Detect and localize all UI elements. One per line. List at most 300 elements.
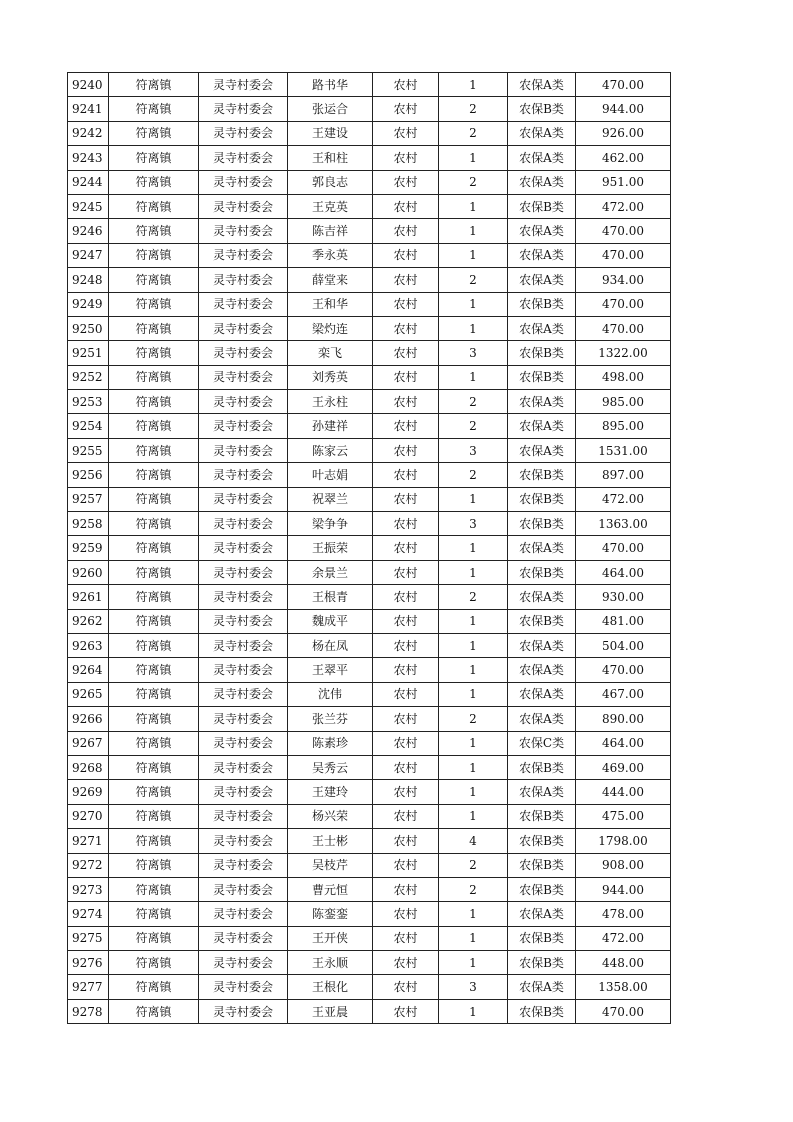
amount-cell: 944.00 <box>576 97 671 121</box>
amount-cell: 504.00 <box>576 633 671 657</box>
table-row <box>68 585 671 609</box>
row-id-cell: 9244 <box>68 170 109 194</box>
person-name-cell: 张兰芬 <box>288 707 373 731</box>
town-cell: 符离镇 <box>109 512 199 536</box>
amount-cell: 1363.00 <box>576 512 671 536</box>
village-cell: 灵寺村委会 <box>199 414 288 438</box>
amount-cell: 951.00 <box>576 170 671 194</box>
town-cell: 符离镇 <box>109 390 199 414</box>
amount-cell: 444.00 <box>576 780 671 804</box>
table-row <box>68 780 671 804</box>
person-name-cell: 陈吉祥 <box>288 219 373 243</box>
member-count-cell: 1 <box>439 951 508 975</box>
insurance-category-cell: 农保B类 <box>508 194 576 218</box>
amount-cell: 944.00 <box>576 877 671 901</box>
member-count-cell: 2 <box>439 390 508 414</box>
row-id-cell: 9275 <box>68 926 109 950</box>
amount-cell: 890.00 <box>576 707 671 731</box>
table-row <box>68 268 671 292</box>
town-cell: 符离镇 <box>109 243 199 267</box>
village-cell: 灵寺村委会 <box>199 390 288 414</box>
table-row <box>68 414 671 438</box>
village-cell: 灵寺村委会 <box>199 755 288 779</box>
table-row <box>68 731 671 755</box>
insurance-category-cell: 农保B类 <box>508 341 576 365</box>
table-row <box>68 365 671 389</box>
town-cell: 符离镇 <box>109 804 199 828</box>
row-id-cell: 9250 <box>68 316 109 340</box>
household-type-cell: 农村 <box>373 877 439 901</box>
row-id-cell: 9267 <box>68 731 109 755</box>
insurance-category-cell: 农保A类 <box>508 902 576 926</box>
household-type-cell: 农村 <box>373 975 439 999</box>
village-cell: 灵寺村委会 <box>199 365 288 389</box>
town-cell: 符离镇 <box>109 658 199 682</box>
town-cell: 符离镇 <box>109 975 199 999</box>
insurance-category-cell: 农保B类 <box>508 560 576 584</box>
village-cell: 灵寺村委会 <box>199 73 288 97</box>
row-id-cell: 9246 <box>68 219 109 243</box>
insurance-category-cell: 农保A类 <box>508 438 576 462</box>
insurance-category-cell: 农保B类 <box>508 804 576 828</box>
village-cell: 灵寺村委会 <box>199 902 288 926</box>
insurance-category-cell: 农保A类 <box>508 219 576 243</box>
amount-cell: 462.00 <box>576 146 671 170</box>
household-type-cell: 农村 <box>373 268 439 292</box>
table-row <box>68 633 671 657</box>
amount-cell: 985.00 <box>576 390 671 414</box>
town-cell: 符离镇 <box>109 316 199 340</box>
amount-cell: 470.00 <box>576 219 671 243</box>
village-cell: 灵寺村委会 <box>199 146 288 170</box>
amount-cell: 448.00 <box>576 951 671 975</box>
household-type-cell: 农村 <box>373 804 439 828</box>
insurance-category-cell: 农保A类 <box>508 780 576 804</box>
row-id-cell: 9251 <box>68 341 109 365</box>
insurance-category-cell: 农保A类 <box>508 585 576 609</box>
row-id-cell: 9265 <box>68 682 109 706</box>
town-cell: 符离镇 <box>109 707 199 731</box>
row-id-cell: 9277 <box>68 975 109 999</box>
household-type-cell: 农村 <box>373 951 439 975</box>
amount-cell: 464.00 <box>576 560 671 584</box>
member-count-cell: 1 <box>439 243 508 267</box>
table-row <box>68 97 671 121</box>
person-name-cell: 曹元恒 <box>288 877 373 901</box>
amount-cell: 934.00 <box>576 268 671 292</box>
village-cell: 灵寺村委会 <box>199 194 288 218</box>
row-id-cell: 9243 <box>68 146 109 170</box>
person-name-cell: 杨在凤 <box>288 633 373 657</box>
table-row <box>68 194 671 218</box>
person-name-cell: 孙建祥 <box>288 414 373 438</box>
household-type-cell: 农村 <box>373 585 439 609</box>
table-row <box>68 463 671 487</box>
table-row <box>68 926 671 950</box>
town-cell: 符离镇 <box>109 609 199 633</box>
village-cell: 灵寺村委会 <box>199 829 288 853</box>
insurance-category-cell: 农保A类 <box>508 536 576 560</box>
member-count-cell: 1 <box>439 73 508 97</box>
insurance-category-cell: 农保B类 <box>508 829 576 853</box>
village-cell: 灵寺村委会 <box>199 804 288 828</box>
row-id-cell: 9252 <box>68 365 109 389</box>
town-cell: 符离镇 <box>109 829 199 853</box>
table-row <box>68 512 671 536</box>
amount-cell: 472.00 <box>576 487 671 511</box>
row-id-cell: 9247 <box>68 243 109 267</box>
table-row <box>68 536 671 560</box>
amount-cell: 498.00 <box>576 365 671 389</box>
person-name-cell: 梁灼连 <box>288 316 373 340</box>
amount-cell: 472.00 <box>576 926 671 950</box>
household-type-cell: 农村 <box>373 609 439 633</box>
person-name-cell: 陈銮銮 <box>288 902 373 926</box>
member-count-cell: 3 <box>439 975 508 999</box>
household-type-cell: 农村 <box>373 926 439 950</box>
insurance-category-cell: 农保B类 <box>508 877 576 901</box>
row-id-cell: 9278 <box>68 999 109 1023</box>
row-id-cell: 9259 <box>68 536 109 560</box>
person-name-cell: 路书华 <box>288 73 373 97</box>
household-type-cell: 农村 <box>373 219 439 243</box>
person-name-cell: 薛堂来 <box>288 268 373 292</box>
amount-cell: 472.00 <box>576 194 671 218</box>
table-row <box>68 804 671 828</box>
insurance-category-cell: 农保C类 <box>508 731 576 755</box>
person-name-cell: 杨兴荣 <box>288 804 373 828</box>
town-cell: 符离镇 <box>109 487 199 511</box>
row-id-cell: 9264 <box>68 658 109 682</box>
row-id-cell: 9256 <box>68 463 109 487</box>
village-cell: 灵寺村委会 <box>199 609 288 633</box>
table-row <box>68 390 671 414</box>
member-count-cell: 1 <box>439 487 508 511</box>
insurance-category-cell: 农保B类 <box>508 926 576 950</box>
household-type-cell: 农村 <box>373 146 439 170</box>
person-name-cell: 吴秀云 <box>288 755 373 779</box>
member-count-cell: 2 <box>439 414 508 438</box>
insurance-category-cell: 农保A类 <box>508 316 576 340</box>
insurance-category-cell: 农保A类 <box>508 146 576 170</box>
village-cell: 灵寺村委会 <box>199 780 288 804</box>
person-name-cell: 张运合 <box>288 97 373 121</box>
member-count-cell: 1 <box>439 146 508 170</box>
amount-cell: 897.00 <box>576 463 671 487</box>
town-cell: 符离镇 <box>109 292 199 316</box>
member-count-cell: 1 <box>439 999 508 1023</box>
amount-cell: 475.00 <box>576 804 671 828</box>
household-type-cell: 农村 <box>373 463 439 487</box>
village-cell: 灵寺村委会 <box>199 999 288 1023</box>
row-id-cell: 9255 <box>68 438 109 462</box>
town-cell: 符离镇 <box>109 902 199 926</box>
table-row <box>68 121 671 145</box>
member-count-cell: 1 <box>439 804 508 828</box>
insurance-category-cell: 农保A类 <box>508 121 576 145</box>
household-type-cell: 农村 <box>373 170 439 194</box>
person-name-cell: 祝翠兰 <box>288 487 373 511</box>
member-count-cell: 1 <box>439 316 508 340</box>
village-cell: 灵寺村委会 <box>199 97 288 121</box>
village-cell: 灵寺村委会 <box>199 951 288 975</box>
member-count-cell: 1 <box>439 609 508 633</box>
member-count-cell: 2 <box>439 121 508 145</box>
row-id-cell: 9245 <box>68 194 109 218</box>
person-name-cell: 王亚晨 <box>288 999 373 1023</box>
insurance-category-cell: 农保B类 <box>508 97 576 121</box>
town-cell: 符离镇 <box>109 536 199 560</box>
household-type-cell: 农村 <box>373 682 439 706</box>
row-id-cell: 9248 <box>68 268 109 292</box>
village-cell: 灵寺村委会 <box>199 877 288 901</box>
member-count-cell: 1 <box>439 219 508 243</box>
table-row <box>68 682 671 706</box>
household-type-cell: 农村 <box>373 341 439 365</box>
table-row <box>68 243 671 267</box>
insurance-category-cell: 农保B类 <box>508 463 576 487</box>
amount-cell: 481.00 <box>576 609 671 633</box>
amount-cell: 470.00 <box>576 73 671 97</box>
person-name-cell: 叶志娟 <box>288 463 373 487</box>
table-row <box>68 316 671 340</box>
member-count-cell: 2 <box>439 97 508 121</box>
village-cell: 灵寺村委会 <box>199 463 288 487</box>
village-cell: 灵寺村委会 <box>199 682 288 706</box>
member-count-cell: 1 <box>439 902 508 926</box>
person-name-cell: 王士彬 <box>288 829 373 853</box>
amount-cell: 470.00 <box>576 316 671 340</box>
household-type-cell: 农村 <box>373 365 439 389</box>
insurance-category-cell: 农保B类 <box>508 292 576 316</box>
member-count-cell: 2 <box>439 170 508 194</box>
amount-cell: 470.00 <box>576 658 671 682</box>
household-type-cell: 农村 <box>373 853 439 877</box>
table-body <box>68 73 671 1024</box>
amount-cell: 478.00 <box>576 902 671 926</box>
person-name-cell: 王振荣 <box>288 536 373 560</box>
table-row <box>68 829 671 853</box>
member-count-cell: 3 <box>439 512 508 536</box>
village-cell: 灵寺村委会 <box>199 170 288 194</box>
household-type-cell: 农村 <box>373 316 439 340</box>
amount-cell: 469.00 <box>576 755 671 779</box>
town-cell: 符离镇 <box>109 219 199 243</box>
household-type-cell: 农村 <box>373 512 439 536</box>
amount-cell: 464.00 <box>576 731 671 755</box>
member-count-cell: 3 <box>439 438 508 462</box>
village-cell: 灵寺村委会 <box>199 292 288 316</box>
household-type-cell: 农村 <box>373 999 439 1023</box>
table-row <box>68 219 671 243</box>
town-cell: 符离镇 <box>109 585 199 609</box>
row-id-cell: 9253 <box>68 390 109 414</box>
row-id-cell: 9274 <box>68 902 109 926</box>
town-cell: 符离镇 <box>109 414 199 438</box>
town-cell: 符离镇 <box>109 560 199 584</box>
town-cell: 符离镇 <box>109 951 199 975</box>
table-row <box>68 902 671 926</box>
insurance-category-cell: 农保B类 <box>508 999 576 1023</box>
row-id-cell: 9261 <box>68 585 109 609</box>
table-row <box>68 999 671 1023</box>
row-id-cell: 9269 <box>68 780 109 804</box>
town-cell: 符离镇 <box>109 633 199 657</box>
town-cell: 符离镇 <box>109 463 199 487</box>
table-row <box>68 975 671 999</box>
table-row <box>68 658 671 682</box>
village-cell: 灵寺村委会 <box>199 560 288 584</box>
amount-cell: 470.00 <box>576 292 671 316</box>
amount-cell: 470.00 <box>576 536 671 560</box>
insurance-category-cell: 农保B类 <box>508 853 576 877</box>
person-name-cell: 郭良志 <box>288 170 373 194</box>
village-cell: 灵寺村委会 <box>199 731 288 755</box>
household-type-cell: 农村 <box>373 243 439 267</box>
person-name-cell: 王和柱 <box>288 146 373 170</box>
household-type-cell: 农村 <box>373 829 439 853</box>
household-type-cell: 农村 <box>373 633 439 657</box>
household-type-cell: 农村 <box>373 731 439 755</box>
table-row <box>68 609 671 633</box>
person-name-cell: 吴枝芹 <box>288 853 373 877</box>
household-type-cell: 农村 <box>373 755 439 779</box>
household-type-cell: 农村 <box>373 658 439 682</box>
amount-cell: 1358.00 <box>576 975 671 999</box>
member-count-cell: 2 <box>439 707 508 731</box>
member-count-cell: 1 <box>439 292 508 316</box>
row-id-cell: 9240 <box>68 73 109 97</box>
member-count-cell: 2 <box>439 853 508 877</box>
person-name-cell: 栾飞 <box>288 341 373 365</box>
amount-cell: 926.00 <box>576 121 671 145</box>
member-count-cell: 1 <box>439 536 508 560</box>
table-row <box>68 853 671 877</box>
person-name-cell: 王翠平 <box>288 658 373 682</box>
amount-cell: 470.00 <box>576 999 671 1023</box>
household-type-cell: 农村 <box>373 390 439 414</box>
person-name-cell: 季永英 <box>288 243 373 267</box>
row-id-cell: 9268 <box>68 755 109 779</box>
town-cell: 符离镇 <box>109 97 199 121</box>
row-id-cell: 9270 <box>68 804 109 828</box>
insurance-category-cell: 农保A类 <box>508 390 576 414</box>
household-type-cell: 农村 <box>373 902 439 926</box>
town-cell: 符离镇 <box>109 780 199 804</box>
member-count-cell: 1 <box>439 658 508 682</box>
amount-cell: 1322.00 <box>576 341 671 365</box>
table-row <box>68 560 671 584</box>
village-cell: 灵寺村委会 <box>199 536 288 560</box>
member-count-cell: 1 <box>439 755 508 779</box>
household-type-cell: 农村 <box>373 560 439 584</box>
row-id-cell: 9257 <box>68 487 109 511</box>
amount-cell: 895.00 <box>576 414 671 438</box>
member-count-cell: 2 <box>439 268 508 292</box>
town-cell: 符离镇 <box>109 170 199 194</box>
member-count-cell: 2 <box>439 877 508 901</box>
person-name-cell: 王根化 <box>288 975 373 999</box>
village-cell: 灵寺村委会 <box>199 219 288 243</box>
member-count-cell: 3 <box>439 341 508 365</box>
row-id-cell: 9276 <box>68 951 109 975</box>
person-name-cell: 陈素珍 <box>288 731 373 755</box>
household-type-cell: 农村 <box>373 73 439 97</box>
row-id-cell: 9271 <box>68 829 109 853</box>
person-name-cell: 王根青 <box>288 585 373 609</box>
row-id-cell: 9273 <box>68 877 109 901</box>
table-row <box>68 438 671 462</box>
person-name-cell: 王建设 <box>288 121 373 145</box>
person-name-cell: 王永顺 <box>288 951 373 975</box>
household-type-cell: 农村 <box>373 536 439 560</box>
town-cell: 符离镇 <box>109 73 199 97</box>
row-id-cell: 9241 <box>68 97 109 121</box>
household-type-cell: 农村 <box>373 438 439 462</box>
household-type-cell: 农村 <box>373 97 439 121</box>
person-name-cell: 余景兰 <box>288 560 373 584</box>
member-count-cell: 1 <box>439 780 508 804</box>
insurance-category-cell: 农保A类 <box>508 975 576 999</box>
insurance-category-cell: 农保B类 <box>508 951 576 975</box>
table-row <box>68 73 671 97</box>
person-name-cell: 刘秀英 <box>288 365 373 389</box>
table-row <box>68 341 671 365</box>
household-type-cell: 农村 <box>373 707 439 731</box>
member-count-cell: 1 <box>439 633 508 657</box>
table-row <box>68 170 671 194</box>
table-row <box>68 146 671 170</box>
village-cell: 灵寺村委会 <box>199 487 288 511</box>
row-id-cell: 9263 <box>68 633 109 657</box>
village-cell: 灵寺村委会 <box>199 121 288 145</box>
table-row <box>68 292 671 316</box>
amount-cell: 1798.00 <box>576 829 671 853</box>
insurance-category-cell: 农保B类 <box>508 365 576 389</box>
amount-cell: 908.00 <box>576 853 671 877</box>
row-id-cell: 9254 <box>68 414 109 438</box>
village-cell: 灵寺村委会 <box>199 341 288 365</box>
person-name-cell: 王和华 <box>288 292 373 316</box>
member-count-cell: 1 <box>439 682 508 706</box>
village-cell: 灵寺村委会 <box>199 438 288 462</box>
insurance-category-cell: 农保B类 <box>508 755 576 779</box>
row-id-cell: 9249 <box>68 292 109 316</box>
town-cell: 符离镇 <box>109 999 199 1023</box>
amount-cell: 1531.00 <box>576 438 671 462</box>
town-cell: 符离镇 <box>109 194 199 218</box>
village-cell: 灵寺村委会 <box>199 633 288 657</box>
row-id-cell: 9272 <box>68 853 109 877</box>
table-row <box>68 755 671 779</box>
table-row <box>68 951 671 975</box>
amount-cell: 467.00 <box>576 682 671 706</box>
insurance-category-cell: 农保A类 <box>508 268 576 292</box>
insurance-category-cell: 农保A类 <box>508 73 576 97</box>
village-cell: 灵寺村委会 <box>199 243 288 267</box>
town-cell: 符离镇 <box>109 146 199 170</box>
insurance-category-cell: 农保B类 <box>508 487 576 511</box>
beneficiary-table <box>67 72 671 1024</box>
member-count-cell: 2 <box>439 585 508 609</box>
town-cell: 符离镇 <box>109 926 199 950</box>
person-name-cell: 王建玲 <box>288 780 373 804</box>
town-cell: 符离镇 <box>109 877 199 901</box>
table-row <box>68 487 671 511</box>
insurance-category-cell: 农保A类 <box>508 633 576 657</box>
town-cell: 符离镇 <box>109 853 199 877</box>
town-cell: 符离镇 <box>109 682 199 706</box>
